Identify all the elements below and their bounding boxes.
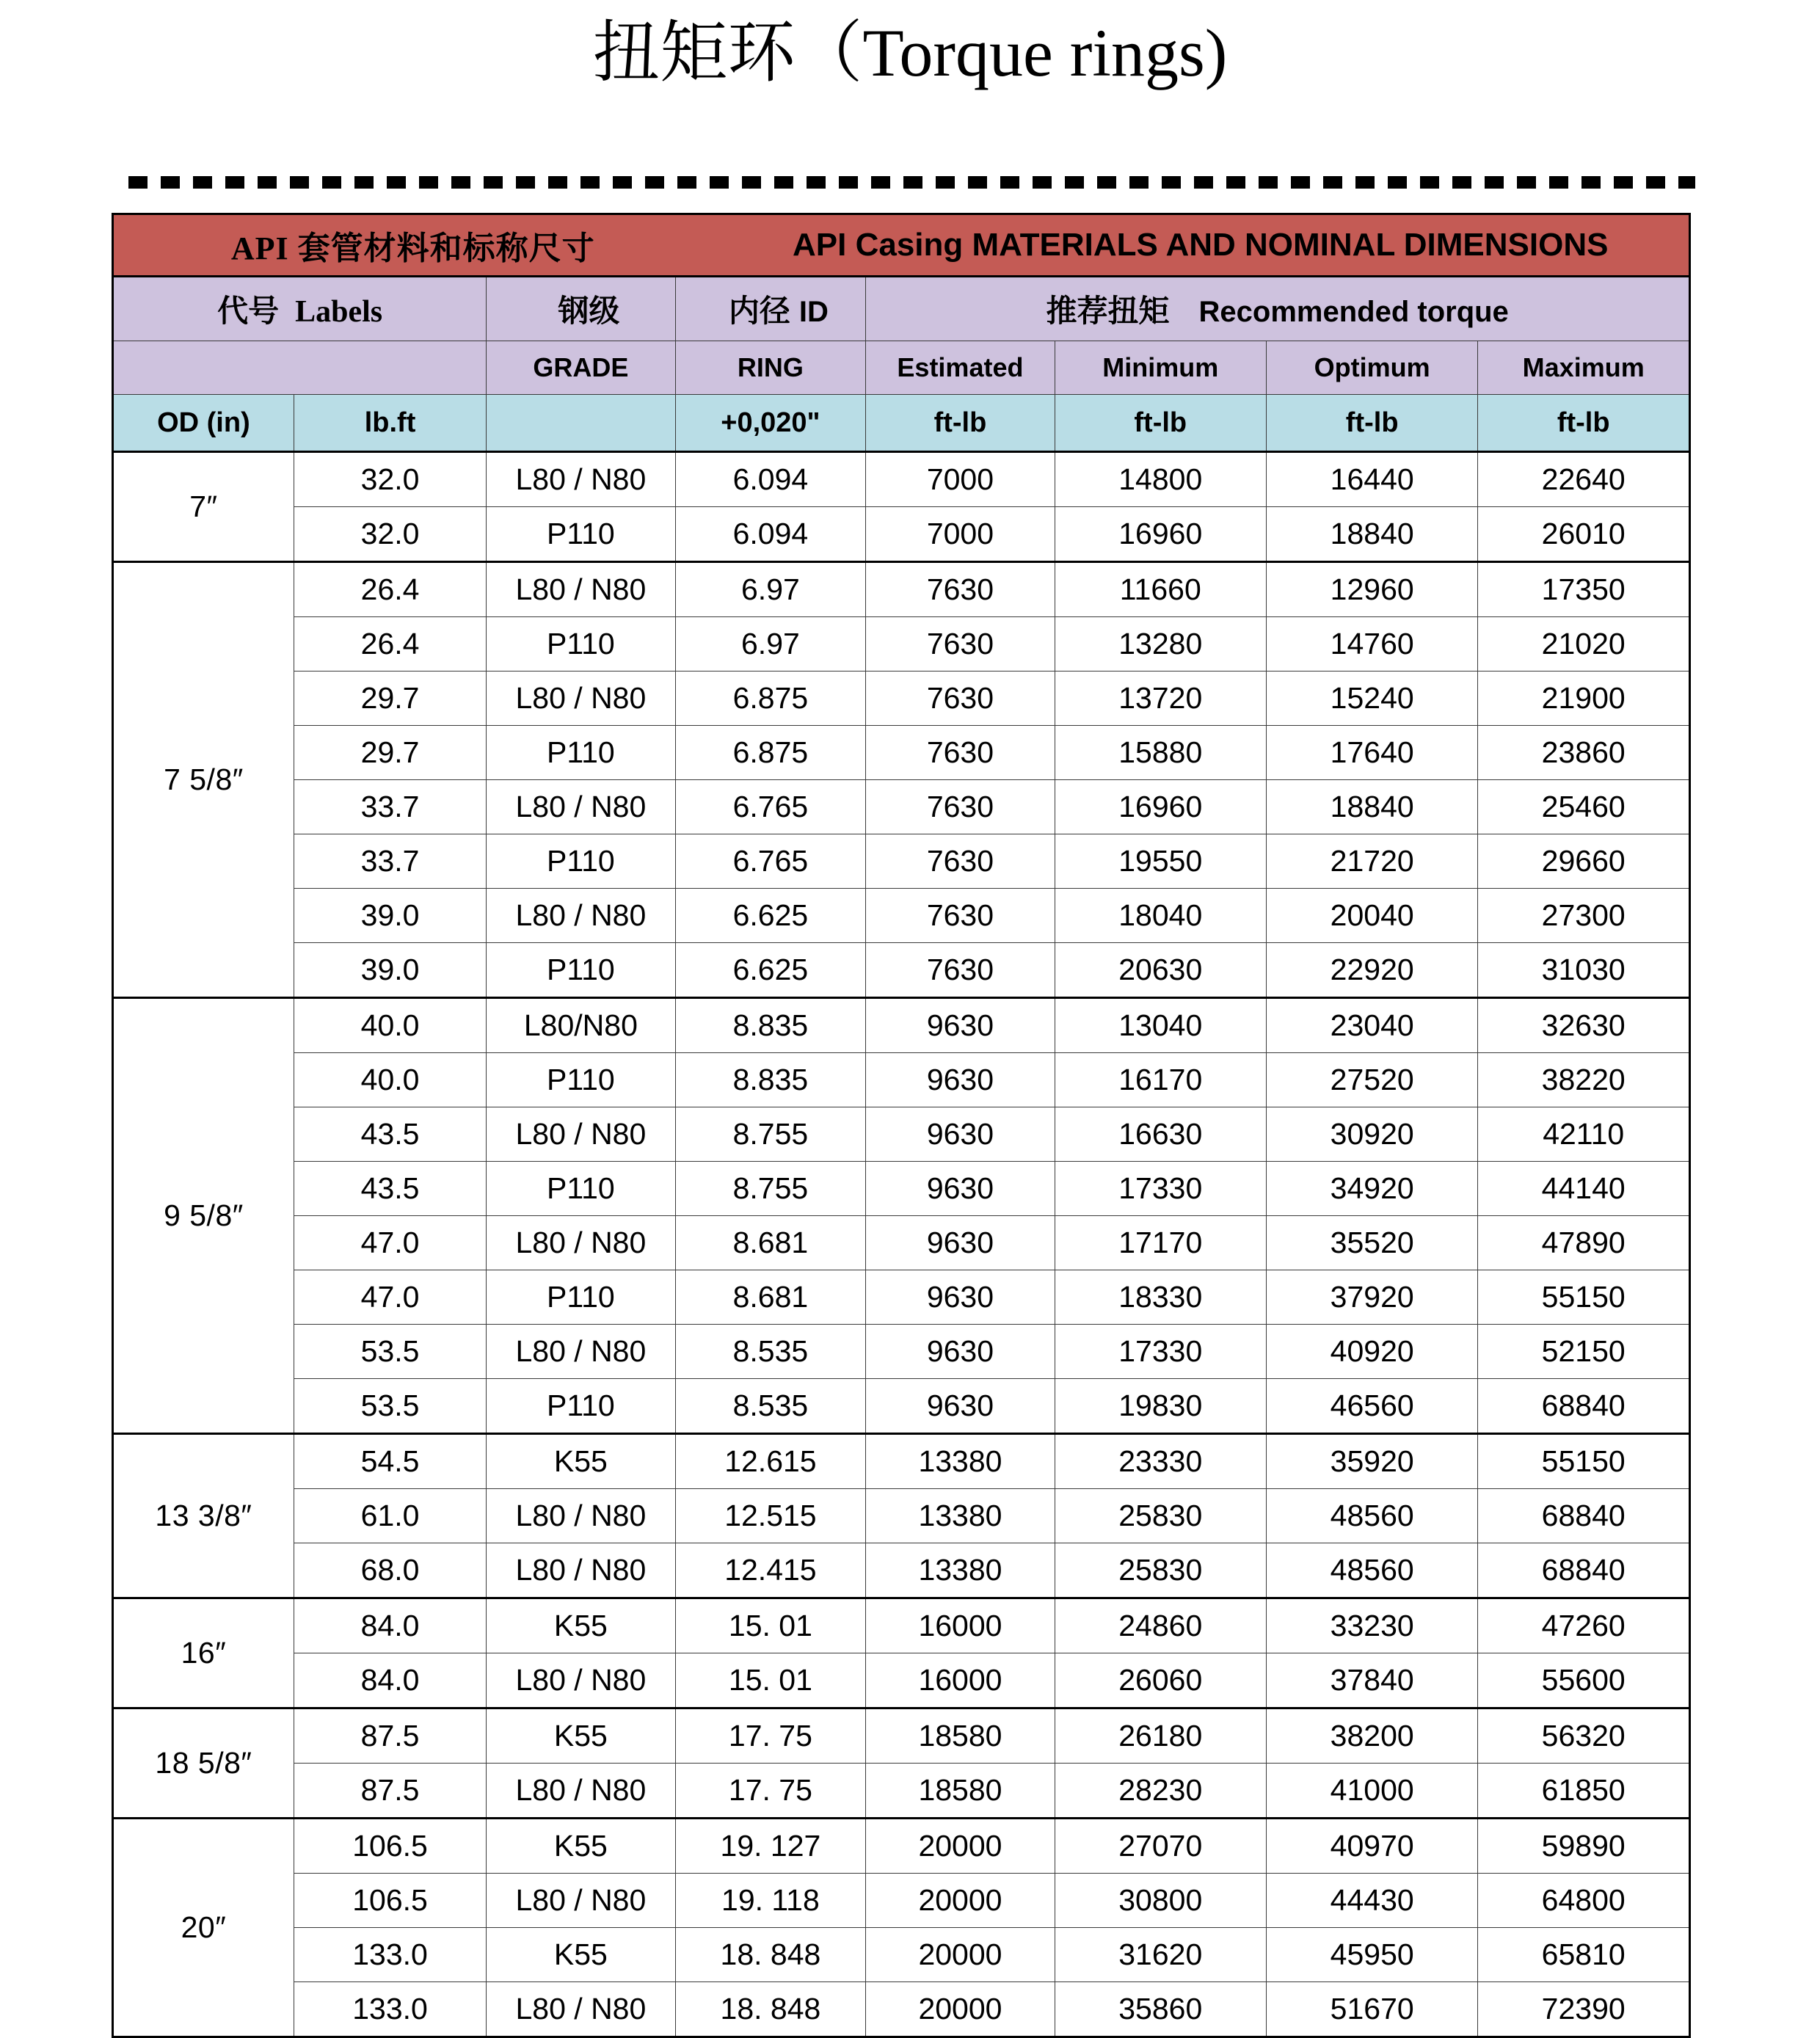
cell-lbft: 29.7 [294, 726, 486, 780]
cell-ring: 6.625 [675, 889, 866, 943]
cell-maximum: 55600 [1478, 1653, 1690, 1708]
cell-maximum: 21900 [1478, 672, 1690, 726]
cell-minimum: 18040 [1055, 889, 1266, 943]
header-id-cell [675, 277, 866, 341]
cell-maximum: 17350 [1478, 562, 1690, 617]
cell-lbft: 87.5 [294, 1708, 486, 1764]
cell-optimum: 12960 [1266, 562, 1477, 617]
cell-estimated: 20000 [866, 1819, 1055, 1874]
cell-ring: 15. 01 [675, 1653, 866, 1708]
cell-minimum: 13040 [1055, 998, 1266, 1053]
cell-grade: L80 / N80 [487, 889, 675, 943]
table-row [113, 780, 1690, 834]
cell-grade: L80/N80 [487, 998, 675, 1053]
cell-ring: 18. 848 [675, 1982, 866, 2037]
cell-maximum: 21020 [1478, 617, 1690, 672]
cell-optimum: 40920 [1266, 1325, 1477, 1379]
header-ring-en: RING [675, 341, 866, 395]
units-lbft: lb.ft [294, 395, 486, 452]
cell-grade: L80 / N80 [487, 562, 675, 617]
table-row [113, 889, 1690, 943]
cell-minimum: 19830 [1055, 1379, 1266, 1434]
header-id-en: ID [798, 296, 829, 328]
cell-optimum: 34920 [1266, 1162, 1477, 1216]
units-od: OD (in) [113, 395, 294, 452]
cell-ring: 17. 75 [675, 1764, 866, 1819]
cell-maximum: 42110 [1478, 1107, 1690, 1162]
cell-grade: K55 [487, 1928, 675, 1982]
cell-estimated: 7630 [866, 943, 1055, 998]
header-torque-en: Recommended torque [1198, 296, 1509, 328]
cell-optimum: 35520 [1266, 1216, 1477, 1270]
cell-lbft: 47.0 [294, 1270, 486, 1325]
cell-ring: 8.535 [675, 1325, 866, 1379]
cell-minimum: 31620 [1055, 1928, 1266, 1982]
cell-maximum: 55150 [1478, 1434, 1690, 1489]
header-id-cn: 内径 [728, 295, 790, 329]
cell-optimum: 46560 [1266, 1379, 1477, 1434]
table-row [113, 672, 1690, 726]
cell-grade: L80 / N80 [487, 1216, 675, 1270]
header-grade-en: GRADE [487, 341, 675, 395]
cell-grade: L80 / N80 [487, 452, 675, 507]
cell-optimum: 20040 [1266, 889, 1477, 943]
cell-maximum: 65810 [1478, 1928, 1690, 1982]
units-minimum: ft-lb [1055, 395, 1266, 452]
cell-optimum: 21720 [1266, 834, 1477, 889]
cell-maximum: 26010 [1478, 507, 1690, 562]
cell-maximum: 72390 [1478, 1982, 1690, 2037]
od-group-cell: 9 5/8″ [113, 998, 294, 1434]
table-row [113, 1653, 1690, 1708]
cell-grade: P110 [487, 1379, 675, 1434]
cell-grade: L80 / N80 [487, 780, 675, 834]
cell-grade: L80 / N80 [487, 1653, 675, 1708]
cell-ring: 6.765 [675, 834, 866, 889]
cell-lbft: 26.4 [294, 617, 486, 672]
cell-grade: P110 [487, 507, 675, 562]
banner-title-en: API Casing MATERIALS AND NOMINAL DIMENSIONS [793, 227, 1609, 263]
cell-optimum: 48560 [1266, 1543, 1477, 1598]
cell-estimated: 9630 [866, 998, 1055, 1053]
cell-minimum: 17330 [1055, 1325, 1266, 1379]
cell-estimated: 7630 [866, 562, 1055, 617]
table-row [113, 1379, 1690, 1434]
table-row [113, 1489, 1690, 1543]
cell-estimated: 13380 [866, 1489, 1055, 1543]
od-group-cell: 18 5/8″ [113, 1708, 294, 1819]
cell-maximum: 68840 [1478, 1489, 1690, 1543]
table-row [113, 1107, 1690, 1162]
header-labels-cn: 代号 [217, 295, 280, 329]
cell-maximum: 27300 [1478, 889, 1690, 943]
table-row [113, 1270, 1690, 1325]
cell-estimated: 9630 [866, 1162, 1055, 1216]
cell-optimum: 22920 [1266, 943, 1477, 998]
cell-grade: K55 [487, 1434, 675, 1489]
cell-ring: 6.97 [675, 562, 866, 617]
cell-grade: P110 [487, 726, 675, 780]
banner-title-cn: API 套管材料和标称尺寸 [230, 230, 595, 266]
cell-grade: P110 [487, 1270, 675, 1325]
cell-optimum: 18840 [1266, 507, 1477, 562]
header-labels [113, 277, 487, 341]
cell-minimum: 13720 [1055, 672, 1266, 726]
header-grade-cn: 钢级 [558, 295, 620, 329]
table-row [113, 1764, 1690, 1819]
table-row [113, 562, 1690, 617]
dashed-divider [128, 176, 1695, 189]
cell-optimum: 16440 [1266, 452, 1477, 507]
cell-grade: K55 [487, 1708, 675, 1764]
cell-estimated: 7630 [866, 672, 1055, 726]
cell-minimum: 13280 [1055, 617, 1266, 672]
cell-lbft: 133.0 [294, 1928, 486, 1982]
table-row [113, 1819, 1690, 1874]
cell-lbft: 133.0 [294, 1982, 486, 2037]
cell-ring: 6.97 [675, 617, 866, 672]
table-banner-row [113, 214, 1690, 277]
cell-estimated: 7000 [866, 452, 1055, 507]
table-row [113, 1982, 1690, 2037]
cell-optimum: 45950 [1266, 1928, 1477, 1982]
cell-maximum: 32630 [1478, 998, 1690, 1053]
cell-optimum: 41000 [1266, 1764, 1477, 1819]
cell-ring: 8.835 [675, 1053, 866, 1107]
od-group-cell: 7″ [113, 452, 294, 562]
cell-lbft: 68.0 [294, 1543, 486, 1598]
cell-estimated: 7630 [866, 889, 1055, 943]
cell-maximum: 64800 [1478, 1874, 1690, 1928]
header-row-primary [113, 277, 1690, 341]
table-row [113, 834, 1690, 889]
cell-ring: 6.094 [675, 507, 866, 562]
cell-minimum: 16170 [1055, 1053, 1266, 1107]
cell-minimum: 16960 [1055, 780, 1266, 834]
cell-optimum: 15240 [1266, 672, 1477, 726]
cell-ring: 8.681 [675, 1216, 866, 1270]
cell-optimum: 30920 [1266, 1107, 1477, 1162]
cell-maximum: 25460 [1478, 780, 1690, 834]
cell-estimated: 7630 [866, 726, 1055, 780]
cell-optimum: 35920 [1266, 1434, 1477, 1489]
cell-minimum: 26060 [1055, 1653, 1266, 1708]
casing-table-container [112, 213, 1691, 2038]
table-row [113, 1708, 1690, 1764]
cell-maximum: 68840 [1478, 1379, 1690, 1434]
cell-minimum: 11660 [1055, 562, 1266, 617]
cell-ring: 8.835 [675, 998, 866, 1053]
cell-optimum: 37920 [1266, 1270, 1477, 1325]
cell-lbft: 106.5 [294, 1874, 486, 1928]
header-labels-en: Labels [295, 295, 383, 329]
table-row [113, 726, 1690, 780]
cell-ring: 6.875 [675, 672, 866, 726]
od-group-cell: 20″ [113, 1819, 294, 2037]
cell-estimated: 13380 [866, 1434, 1055, 1489]
cell-maximum: 61850 [1478, 1764, 1690, 1819]
cell-optimum: 33230 [1266, 1598, 1477, 1653]
cell-estimated: 16000 [866, 1598, 1055, 1653]
units-grade [487, 395, 675, 452]
cell-minimum: 17170 [1055, 1216, 1266, 1270]
cell-maximum: 47890 [1478, 1216, 1690, 1270]
cell-grade: K55 [487, 1598, 675, 1653]
table-row [113, 1598, 1690, 1653]
cell-grade: P110 [487, 943, 675, 998]
casing-dimensions-table [112, 213, 1691, 2038]
od-group-cell: 13 3/8″ [113, 1434, 294, 1598]
cell-minimum: 14800 [1055, 452, 1266, 507]
cell-minimum: 30800 [1055, 1874, 1266, 1928]
cell-lbft: 32.0 [294, 507, 486, 562]
cell-lbft: 39.0 [294, 889, 486, 943]
cell-maximum: 52150 [1478, 1325, 1690, 1379]
table-banner-cell [113, 214, 1690, 277]
cell-minimum: 16630 [1055, 1107, 1266, 1162]
cell-lbft: 61.0 [294, 1489, 486, 1543]
cell-lbft: 43.5 [294, 1162, 486, 1216]
cell-estimated: 9630 [866, 1107, 1055, 1162]
header-torque-cn: 推荐扭矩 [1046, 295, 1170, 329]
cell-optimum: 51670 [1266, 1982, 1477, 2037]
table-row [113, 998, 1690, 1053]
cell-minimum: 24860 [1055, 1598, 1266, 1653]
header-minimum: Minimum [1055, 341, 1266, 395]
units-estimated: ft-lb [866, 395, 1055, 452]
cell-lbft: 26.4 [294, 562, 486, 617]
cell-maximum: 68840 [1478, 1543, 1690, 1598]
cell-grade: L80 / N80 [487, 1489, 675, 1543]
cell-optimum: 27520 [1266, 1053, 1477, 1107]
cell-optimum: 23040 [1266, 998, 1477, 1053]
table-row [113, 452, 1690, 507]
cell-maximum: 44140 [1478, 1162, 1690, 1216]
cell-estimated: 20000 [866, 1928, 1055, 1982]
cell-minimum: 17330 [1055, 1162, 1266, 1216]
cell-ring: 12.415 [675, 1543, 866, 1598]
cell-lbft: 106.5 [294, 1819, 486, 1874]
cell-minimum: 25830 [1055, 1543, 1266, 1598]
cell-estimated: 16000 [866, 1653, 1055, 1708]
cell-ring: 8.755 [675, 1107, 866, 1162]
cell-estimated: 9630 [866, 1216, 1055, 1270]
cell-lbft: 84.0 [294, 1653, 486, 1708]
cell-estimated: 20000 [866, 1982, 1055, 2037]
header-estimated: Estimated [866, 341, 1055, 395]
cell-lbft: 43.5 [294, 1107, 486, 1162]
cell-optimum: 37840 [1266, 1653, 1477, 1708]
cell-ring: 8.535 [675, 1379, 866, 1434]
cell-minimum: 27070 [1055, 1819, 1266, 1874]
cell-estimated: 18580 [866, 1764, 1055, 1819]
cell-estimated: 9630 [866, 1270, 1055, 1325]
cell-grade: L80 / N80 [487, 672, 675, 726]
cell-lbft: 29.7 [294, 672, 486, 726]
cell-grade: P110 [487, 834, 675, 889]
cell-optimum: 18840 [1266, 780, 1477, 834]
table-row [113, 1874, 1690, 1928]
table-row [113, 1162, 1690, 1216]
cell-grade: L80 / N80 [487, 1325, 675, 1379]
cell-grade: P110 [487, 617, 675, 672]
header-blank-cell [113, 341, 487, 395]
cell-grade: P110 [487, 1162, 675, 1216]
od-group-cell: 7 5/8″ [113, 562, 294, 998]
cell-grade: L80 / N80 [487, 1982, 675, 2037]
cell-minimum: 19550 [1055, 834, 1266, 889]
cell-ring: 15. 01 [675, 1598, 866, 1653]
table-row [113, 1434, 1690, 1489]
cell-lbft: 32.0 [294, 452, 486, 507]
cell-maximum: 55150 [1478, 1270, 1690, 1325]
cell-minimum: 18330 [1055, 1270, 1266, 1325]
cell-grade: K55 [487, 1819, 675, 1874]
cell-minimum: 15880 [1055, 726, 1266, 780]
cell-ring: 6.765 [675, 780, 866, 834]
page-title: 扭矩环（Torque rings) [592, 15, 1228, 90]
cell-lbft: 40.0 [294, 1053, 486, 1107]
cell-minimum: 26180 [1055, 1708, 1266, 1764]
cell-grade: L80 / N80 [487, 1543, 675, 1598]
cell-grade: L80 / N80 [487, 1107, 675, 1162]
cell-ring: 19. 127 [675, 1819, 866, 1874]
units-maximum: ft-lb [1478, 395, 1690, 452]
od-group-cell: 16″ [113, 1598, 294, 1708]
cell-optimum: 44430 [1266, 1874, 1477, 1928]
cell-maximum: 22640 [1478, 452, 1690, 507]
cell-estimated: 9630 [866, 1053, 1055, 1107]
cell-lbft: 47.0 [294, 1216, 486, 1270]
cell-estimated: 9630 [866, 1379, 1055, 1434]
cell-maximum: 56320 [1478, 1708, 1690, 1764]
cell-ring: 12.615 [675, 1434, 866, 1489]
table-row [113, 1928, 1690, 1982]
cell-maximum: 47260 [1478, 1598, 1690, 1653]
cell-optimum: 40970 [1266, 1819, 1477, 1874]
cell-minimum: 25830 [1055, 1489, 1266, 1543]
cell-lbft: 54.5 [294, 1434, 486, 1489]
header-maximum: Maximum [1478, 341, 1690, 395]
units-optimum: ft-lb [1266, 395, 1477, 452]
table-row [113, 1053, 1690, 1107]
cell-lbft: 40.0 [294, 998, 486, 1053]
table-row [113, 1325, 1690, 1379]
cell-estimated: 7630 [866, 780, 1055, 834]
table-row [113, 507, 1690, 562]
header-torque-cell [866, 277, 1690, 341]
cell-lbft: 87.5 [294, 1764, 486, 1819]
cell-optimum: 38200 [1266, 1708, 1477, 1764]
cell-estimated: 7630 [866, 617, 1055, 672]
table-row [113, 1543, 1690, 1598]
header-optimum: Optimum [1266, 341, 1477, 395]
cell-minimum: 16960 [1055, 507, 1266, 562]
cell-minimum: 20630 [1055, 943, 1266, 998]
cell-ring: 8.681 [675, 1270, 866, 1325]
cell-estimated: 7630 [866, 834, 1055, 889]
cell-grade: P110 [487, 1053, 675, 1107]
cell-ring: 19. 118 [675, 1874, 866, 1928]
cell-ring: 18. 848 [675, 1928, 866, 1982]
cell-ring: 8.755 [675, 1162, 866, 1216]
cell-minimum: 35860 [1055, 1982, 1266, 2037]
cell-lbft: 39.0 [294, 943, 486, 998]
cell-grade: L80 / N80 [487, 1874, 675, 1928]
cell-maximum: 31030 [1478, 943, 1690, 998]
cell-lbft: 84.0 [294, 1598, 486, 1653]
cell-maximum: 38220 [1478, 1053, 1690, 1107]
cell-lbft: 53.5 [294, 1379, 486, 1434]
header-grade-cn-cell [487, 277, 675, 341]
cell-ring: 6.625 [675, 943, 866, 998]
cell-ring: 6.094 [675, 452, 866, 507]
cell-minimum: 23330 [1055, 1434, 1266, 1489]
cell-optimum: 48560 [1266, 1489, 1477, 1543]
cell-ring: 6.875 [675, 726, 866, 780]
page-title-container [0, 0, 1820, 95]
cell-maximum: 29660 [1478, 834, 1690, 889]
cell-lbft: 33.7 [294, 780, 486, 834]
cell-ring: 12.515 [675, 1489, 866, 1543]
table-row [113, 943, 1690, 998]
cell-optimum: 14760 [1266, 617, 1477, 672]
cell-optimum: 17640 [1266, 726, 1477, 780]
cell-grade: L80 / N80 [487, 1764, 675, 1819]
units-row [113, 395, 1690, 452]
table-row [113, 617, 1690, 672]
cell-maximum: 59890 [1478, 1819, 1690, 1874]
cell-lbft: 53.5 [294, 1325, 486, 1379]
cell-minimum: 28230 [1055, 1764, 1266, 1819]
cell-ring: 17. 75 [675, 1708, 866, 1764]
cell-estimated: 18580 [866, 1708, 1055, 1764]
cell-estimated: 20000 [866, 1874, 1055, 1928]
header-row-secondary [113, 341, 1690, 395]
cell-estimated: 7000 [866, 507, 1055, 562]
cell-estimated: 13380 [866, 1543, 1055, 1598]
units-ring: +0,020" [675, 395, 866, 452]
cell-lbft: 33.7 [294, 834, 486, 889]
cell-maximum: 23860 [1478, 726, 1690, 780]
table-row [113, 1216, 1690, 1270]
cell-estimated: 9630 [866, 1325, 1055, 1379]
